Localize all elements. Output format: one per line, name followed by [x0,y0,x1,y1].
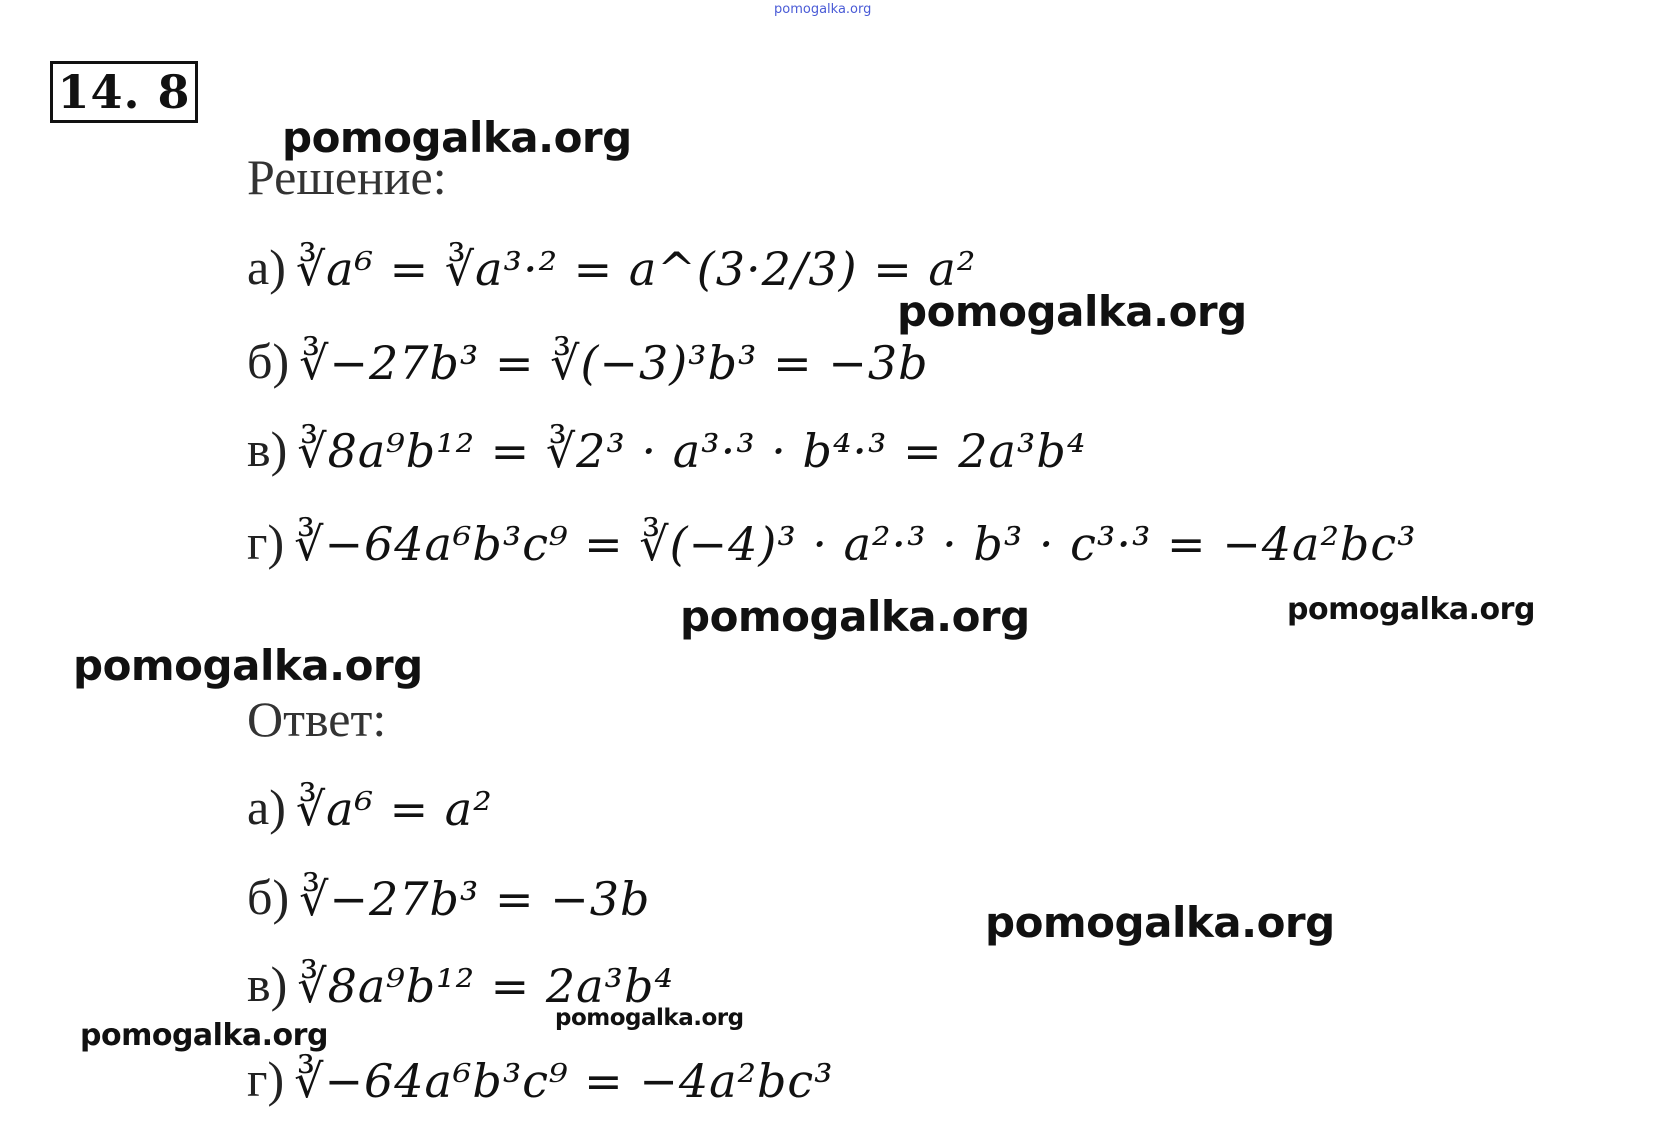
watermark: pomogalka.org [985,898,1335,947]
answer-line-b [247,868,650,926]
answer-line-a [247,778,493,836]
solution-line-v [247,420,1086,478]
watermark: pomogalka.org [1287,592,1535,627]
watermark: pomogalka.org [680,592,1030,641]
solution-title: Решение: [247,149,447,205]
line-label: а) [247,779,286,835]
line-math: ∛8a⁹b¹² = ∛2³ · a³·³ · b⁴·³ = 2a³b⁴ [297,424,1087,478]
site-url-top[interactable]: pomogalka.org [774,2,872,17]
watermark: pomogalka.org [555,1005,744,1031]
line-math: ∛−27b³ = −3b [299,872,651,926]
solution-line-b [247,332,929,390]
line-math: ∛−64a⁶b³c⁹ = ∛(−4)³ · a²·³ · b³ · c³·³ = −4a²bc³ [294,517,1417,571]
line-label: б) [247,869,290,925]
line-label: в) [247,956,288,1012]
line-label: г) [247,514,285,570]
line-label: в) [247,421,288,477]
line-label: а) [247,239,286,295]
line-math: ∛−27b³ = ∛(−3)³b³ = −3b [299,336,929,390]
answer-title: Ответ: [247,691,387,747]
line-label: г) [247,1051,285,1107]
line-math: ∛a⁶ = a² [295,782,493,836]
watermark: pomogalka.org [80,1018,328,1053]
watermark: pomogalka.org [73,641,423,690]
line-math: ∛−64a⁶b³c⁹ = −4a²bc³ [294,1054,834,1108]
solution-line-g [247,513,1417,571]
problem-number: 14. 8 [57,65,191,119]
line-math: ∛8a⁹b¹² = 2a³b⁴ [297,959,674,1013]
watermark: pomogalka.org [897,287,1247,336]
problem-number-box [50,61,198,123]
solution-line-a [247,238,976,296]
watermark: pomogalka.org [282,113,632,162]
answer-line-g [247,1050,834,1108]
line-math: ∛a⁶ = ∛a³·² = a^(3·2/3) = a² [295,242,977,296]
line-label: б) [247,333,290,389]
